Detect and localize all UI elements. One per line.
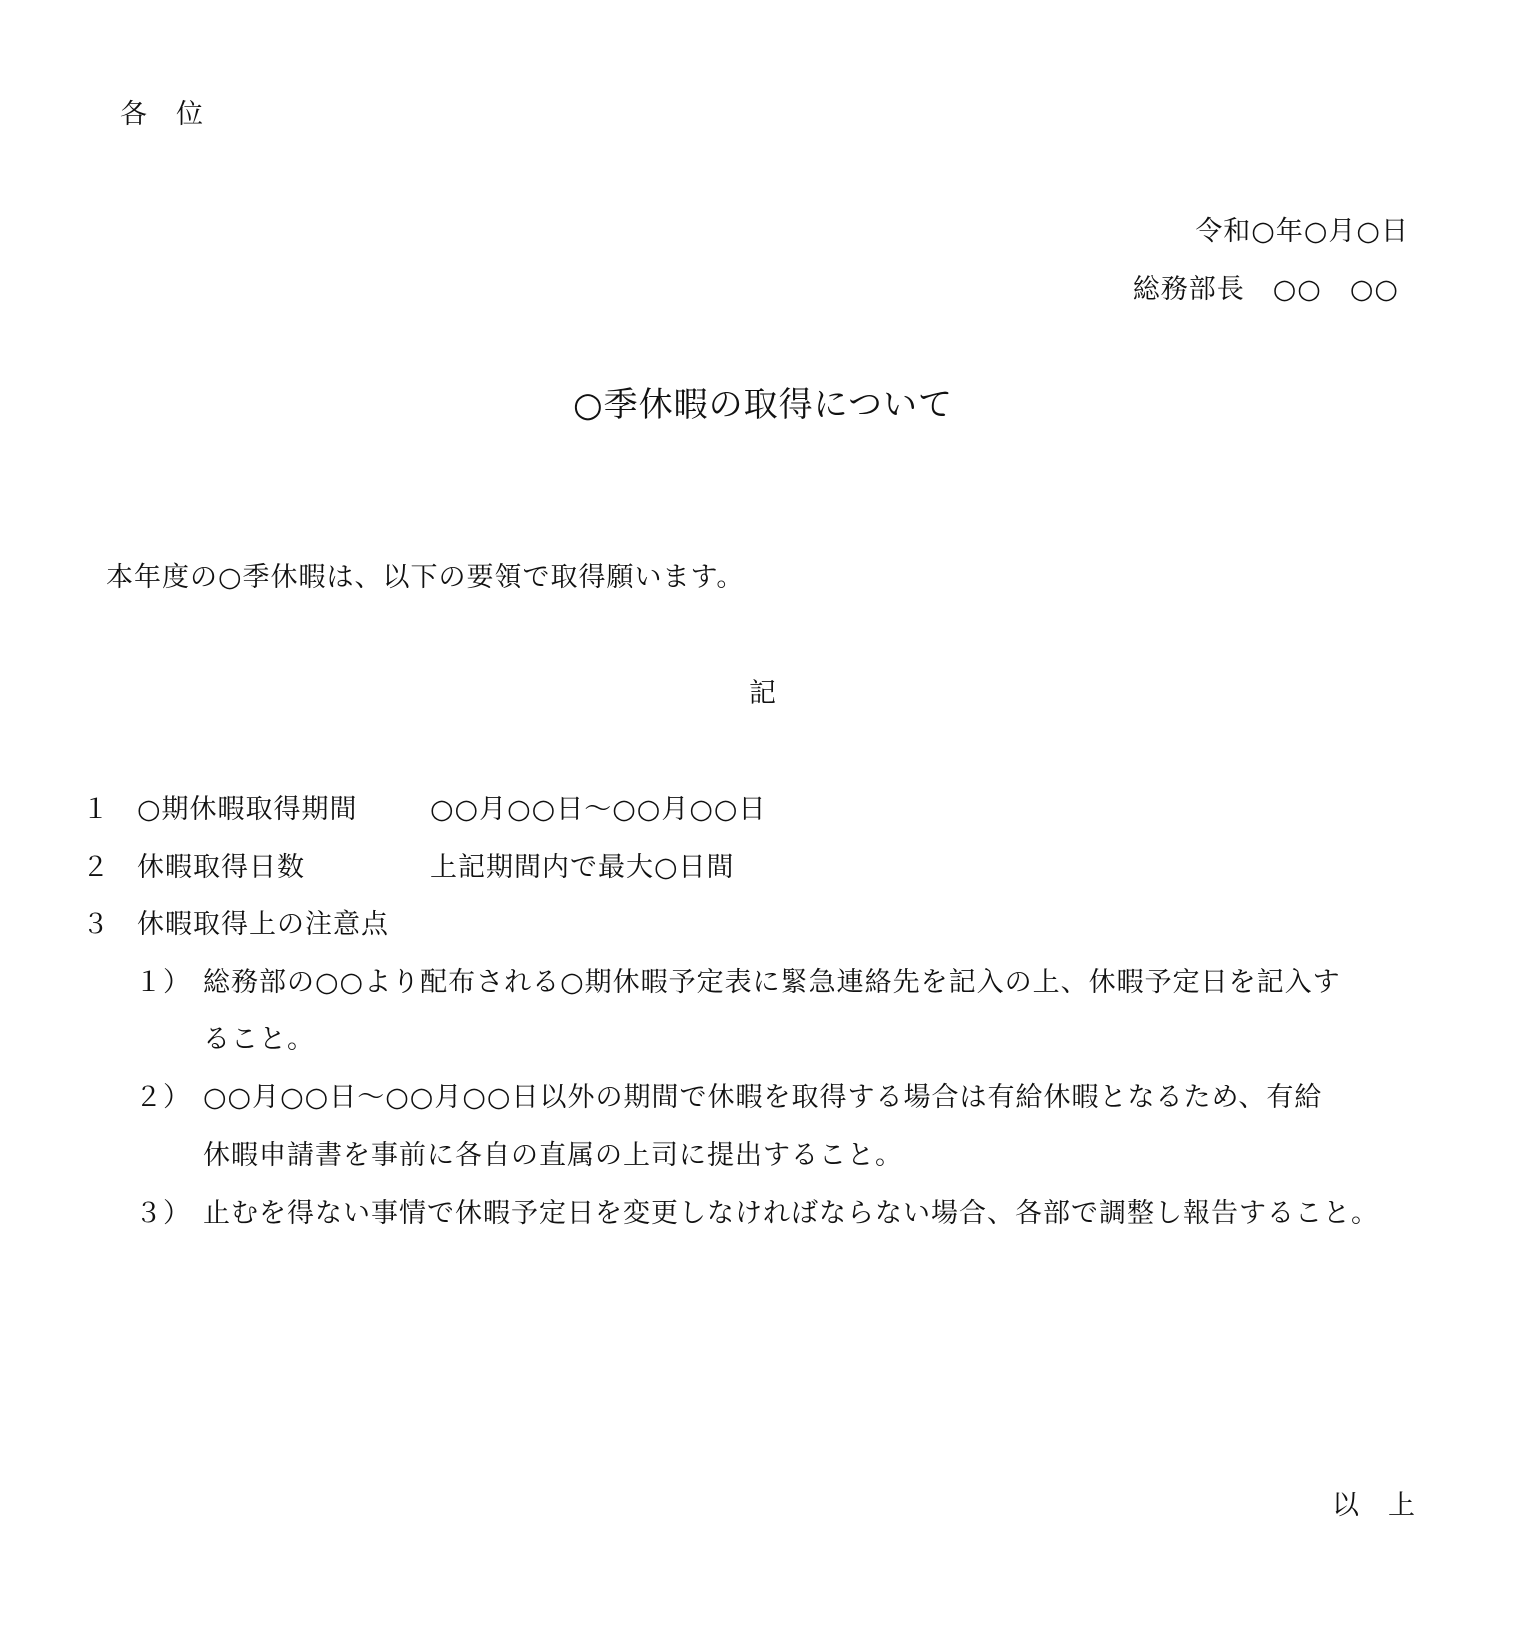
document-title: ○季休暇の取得について: [573, 385, 953, 425]
ki-heading: 記: [749, 678, 777, 709]
closing-text: 以 上: [1332, 1490, 1416, 1521]
item-label: 休暇取得上の注意点: [137, 909, 389, 940]
note-number: １）: [135, 967, 191, 998]
addressee: 各 位: [120, 99, 204, 130]
item-number: ２: [82, 852, 110, 883]
note-line: ○○月○○日～○○月○○日以外の期間で休暇を取得する場合は有給休暇となるため、有給: [203, 1082, 1323, 1113]
sender: 総務部長 ○○ ○○: [1132, 274, 1399, 305]
item-label: 休暇取得日数: [137, 852, 305, 883]
item-value: ○○月○○日～○○月○○日: [430, 794, 767, 825]
item-number: １: [82, 794, 110, 825]
note-number: ２）: [135, 1082, 191, 1113]
item-label: ○期休暇取得期間: [137, 794, 358, 825]
item-value: 上記期間内で最大○日間: [430, 852, 735, 883]
intro-text: 本年度の○季休暇は、以下の要領で取得願います。: [106, 562, 745, 593]
issue-date: 令和○年○月○日: [1195, 216, 1409, 247]
note-line: ること。: [203, 1024, 315, 1055]
note-line: 休暇申請書を事前に各自の直属の上司に提出すること。: [203, 1140, 903, 1171]
note-number: ３）: [135, 1198, 191, 1229]
note-line: 総務部の○○より配布される○期休暇予定表に緊急連絡先を記入の上、休暇予定日を記入す: [203, 967, 1341, 998]
item-number: ３: [82, 909, 110, 940]
note-line: 止むを得ない事情で休暇予定日を変更しなければならない場合、各部で調整し報告すること。: [203, 1198, 1379, 1229]
